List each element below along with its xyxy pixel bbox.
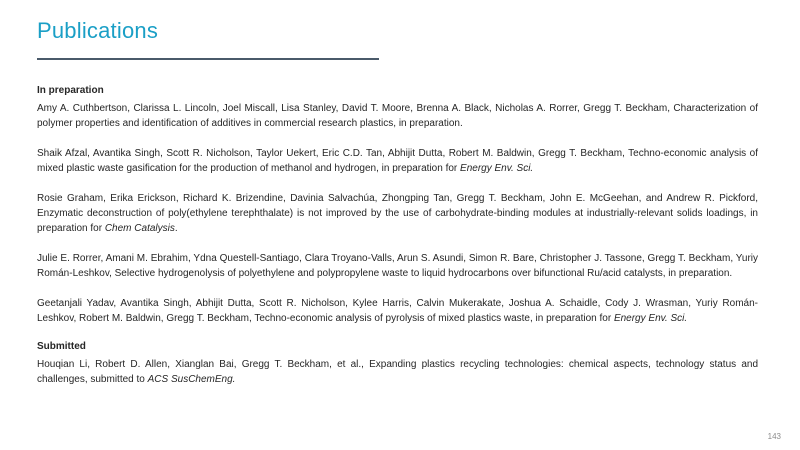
- citation-venue: ACS SusChemEng.: [147, 374, 236, 385]
- citation-venue: Chem Catalysis: [104, 223, 175, 234]
- citation-end: .: [174, 223, 178, 234]
- title-divider: [37, 58, 379, 60]
- section-heading-in-preparation: In preparation: [37, 85, 104, 96]
- citation-text: Shaik Afzal, Avantika Singh, Scott R. Nicholson, Taylor Uekert, Eric C.D. Tan, Abhijit Dutta, Robert M. Baldwin, Gregg T. Beckham, Techno-economic analysis of mixed plastic waste gasification for the production of methanol and hydrogen, in preparation for: [37, 148, 758, 174]
- publication-entry: [37, 357, 758, 387]
- section-heading-submitted: Submitted: [37, 341, 86, 352]
- citation-venue: Energy Env. Sci.: [613, 313, 688, 324]
- publication-entry: [37, 191, 758, 236]
- citation-text: Amy A. Cuthbertson, Clarissa L. Lincoln, Joel Miscall, Lisa Stanley, David T. Moore, Brenna A. Black, Nicholas A. Rorrer, Gregg T. Beckham, Characterization of polymer properties and identification of additives in commercial research plastics, in preparation.: [37, 103, 758, 129]
- publication-entry: [37, 146, 758, 176]
- citation-text: Geetanjali Yadav, Avantika Singh, Abhijit Dutta, Scott R. Nicholson, Kylee Harris, Calvin Mukerakate, Joshua A. Schaidle, Cody J. Wrasman, Yuriy Román-Leshkov, Robert M. Baldwin, Gregg T. Beckham, Techno-economic analysis of pyrolysis of mixed plastics waste, in preparation for: [37, 298, 758, 324]
- publication-entry: [37, 296, 758, 326]
- citation-text: Houqian Li, Robert D. Allen, Xianglan Bai, Gregg T. Beckham, et al., Expanding plastics recycling technologies: chemical aspects, technology status and challenges, submitted to: [37, 359, 758, 385]
- publication-entry: [37, 101, 758, 131]
- publications-list: [37, 84, 758, 402]
- page-number: 143: [767, 432, 781, 441]
- citation-text: Rosie Graham, Erika Erickson, Richard K. Brizendine, Davinia Salvachúa, Zhongping Tan, Gregg T. Beckham, John E. McGeehan, and Andrew R. Pickford, Enzymatic deconstruction of poly(ethylene terephthalate) is not improved by the use of carbohydrate-binding modules at industrially-relevant solids loadings, in preparation for: [37, 193, 758, 234]
- page-title: Publications: [37, 18, 159, 43]
- publication-entry: [37, 251, 758, 281]
- citation-text: Julie E. Rorrer, Amani M. Ebrahim, Ydna Questell-Santiago, Clara Troyano-Valls, Arun S. Asundi, Simon R. Bare, Christopher J. Tassone, Gregg T. Beckham, Yuriy Román-Leshkov, Selective hydrogenolysis of polyethylene and polypropylene waste to liquid hydrocarbons over bifunctional Ru/acid catalysts, in preparation.: [37, 253, 758, 279]
- citation-venue: Energy Env. Sci.: [460, 163, 534, 174]
